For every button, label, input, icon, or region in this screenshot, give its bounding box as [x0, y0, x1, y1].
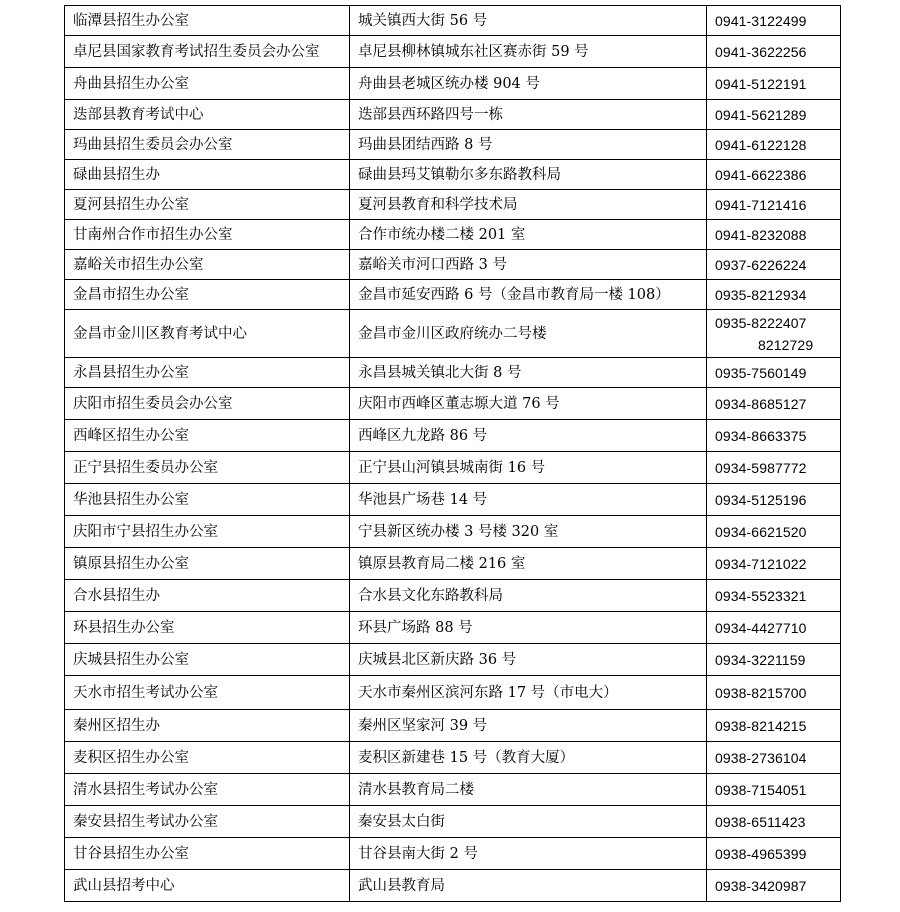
address-cell: 夏河县教育和科学技术局 [350, 190, 707, 220]
phone-cell [707, 100, 841, 130]
table-body [65, 6, 841, 902]
office-name-cell: 夏河县招生办公室 [65, 190, 350, 220]
table-row [65, 484, 841, 516]
table-row [65, 806, 841, 838]
phone-cell [707, 388, 841, 420]
office-name-cell: 武山县招考中心 [65, 870, 350, 902]
table-row [65, 612, 841, 644]
address-cell: 合水县文化东路教科局 [350, 580, 707, 612]
phone-cell [707, 774, 841, 806]
address-cell: 秦安县太白街 [350, 806, 707, 838]
phone-number: 0938-6511423 [715, 813, 806, 830]
address-cell: 嘉峪关市河口西路 3 号 [350, 250, 707, 280]
office-name-cell: 甘南州合作市招生办公室 [65, 220, 350, 250]
table-row [65, 130, 841, 160]
office-name-cell: 舟曲县招生办公室 [65, 68, 350, 100]
office-name-cell: 临潭县招生办公室 [65, 6, 350, 36]
phone-number: 0938-8215700 [715, 684, 807, 701]
phone-number: 0934-6621520 [715, 523, 807, 540]
phone-cell [707, 452, 841, 484]
address-cell: 永昌县城关镇北大街 8 号 [350, 358, 707, 388]
phone-cell [707, 484, 841, 516]
office-name-cell: 玛曲县招生委员会办公室 [65, 130, 350, 160]
phone-cell [707, 580, 841, 612]
address-cell: 庆阳市西峰区董志塬大道 76 号 [350, 388, 707, 420]
phone-number: 0941-8232088 [715, 226, 807, 243]
address-cell: 迭部县西环路四号一栋 [350, 100, 707, 130]
phone-number: 0941-6622386 [715, 166, 807, 183]
address-cell: 麦积区新建巷 15 号（教育大厦） [350, 742, 707, 774]
office-name-cell: 金昌市招生办公室 [65, 280, 350, 310]
phone-number: 0941-7121416 [715, 196, 807, 213]
office-name-cell: 庆阳市招生委员会办公室 [65, 388, 350, 420]
address-cell: 华池县广场巷 14 号 [350, 484, 707, 516]
office-name-cell: 卓尼县国家教育考试招生委员会办公室 [65, 36, 350, 68]
address-cell: 舟曲县老城区统办楼 904 号 [350, 68, 707, 100]
phone-number: 0938-8214215 [715, 717, 807, 734]
phone-cell [707, 6, 841, 36]
address-cell: 碌曲县玛艾镇勒尔多东路教科局 [350, 160, 707, 190]
table-row [65, 6, 841, 36]
address-cell: 清水县教育局二楼 [350, 774, 707, 806]
phone-cell [707, 130, 841, 160]
address-cell: 秦州区坚家河 39 号 [350, 710, 707, 742]
phone-number: 0934-5523321 [715, 587, 807, 604]
contact-table [64, 5, 841, 902]
address-cell: 玛曲县团结西路 8 号 [350, 130, 707, 160]
table-row [65, 160, 841, 190]
table-row [65, 100, 841, 130]
table-row [65, 548, 841, 580]
table-row [65, 452, 841, 484]
table-row [65, 36, 841, 68]
address-cell: 环县广场路 88 号 [350, 612, 707, 644]
table-row [65, 580, 841, 612]
phone-cell [707, 548, 841, 580]
phone-cell [707, 190, 841, 220]
office-name-cell: 迭部县教育考试中心 [65, 100, 350, 130]
phone-cell [707, 742, 841, 774]
phone-cell [707, 644, 841, 676]
office-name-cell: 碌曲县招生办 [65, 160, 350, 190]
phone-cell [707, 250, 841, 280]
phone-cell [707, 36, 841, 68]
office-name-cell: 天水市招生考试办公室 [65, 676, 350, 710]
phone-cell [707, 806, 841, 838]
table-row [65, 310, 841, 358]
phone-number: 0935-8212934 [715, 286, 807, 303]
table-row [65, 742, 841, 774]
office-name-cell: 金昌市金川区教育考试中心 [65, 310, 350, 358]
table-row [65, 774, 841, 806]
phone-number: 0934-5987772 [715, 459, 807, 476]
phone-cell [707, 612, 841, 644]
phone-cell [707, 870, 841, 902]
table-row [65, 68, 841, 100]
phone-cell [707, 420, 841, 452]
table-row [65, 870, 841, 902]
office-name-cell: 镇原县招生办公室 [65, 548, 350, 580]
phone-number: 0938-2736104 [715, 749, 807, 766]
phone-cell [707, 676, 841, 710]
phone-cell [707, 838, 841, 870]
table-row [65, 710, 841, 742]
address-cell: 西峰区九龙路 86 号 [350, 420, 707, 452]
office-name-cell: 西峰区招生办公室 [65, 420, 350, 452]
table-row [65, 190, 841, 220]
table-row [65, 644, 841, 676]
address-cell: 甘谷县南大街 2 号 [350, 838, 707, 870]
phone-cell [707, 710, 841, 742]
table-row [65, 838, 841, 870]
table-row [65, 420, 841, 452]
phone-number: 0935-7560149 [715, 364, 807, 381]
phone-number: 0938-7154051 [715, 781, 807, 798]
office-name-cell: 秦安县招生考试办公室 [65, 806, 350, 838]
table-row [65, 250, 841, 280]
address-cell: 正宁县山河镇县城南街 16 号 [350, 452, 707, 484]
address-cell: 金昌市金川区政府统办二号楼 [350, 310, 707, 358]
phone-cell [707, 280, 841, 310]
phone-number: 0941-5122191 [715, 75, 807, 92]
phone-number: 0941-3622256 [715, 43, 807, 60]
office-name-cell: 清水县招生考试办公室 [65, 774, 350, 806]
office-name-cell: 甘谷县招生办公室 [65, 838, 350, 870]
phone-cell [707, 310, 841, 358]
phone-number: 0935-8222407 [715, 314, 807, 331]
address-cell: 城关镇西大街 56 号 [350, 6, 707, 36]
address-cell: 宁县新区统办楼 3 号楼 320 室 [350, 516, 707, 548]
phone-cell [707, 160, 841, 190]
phone-number: 0934-7121022 [715, 555, 807, 572]
table-row [65, 358, 841, 388]
phone-number: 0941-6122128 [715, 136, 807, 153]
phone-number: 0937-6226224 [715, 256, 807, 273]
table-row [65, 220, 841, 250]
phone-number: 0934-3221159 [715, 651, 806, 668]
office-name-cell: 嘉峪关市招生办公室 [65, 250, 350, 280]
address-cell: 金昌市延安西路 6 号（金昌市教育局一楼 108） [350, 280, 707, 310]
address-cell: 卓尼县柳林镇城东社区赛赤街 59 号 [350, 36, 707, 68]
phone-cell [707, 358, 841, 388]
table-row [65, 280, 841, 310]
office-name-cell: 华池县招生办公室 [65, 484, 350, 516]
office-name-cell: 秦州区招生办 [65, 710, 350, 742]
phone-cell [707, 68, 841, 100]
phone-cell [707, 220, 841, 250]
address-cell: 镇原县教育局二楼 216 室 [350, 548, 707, 580]
phone-number: 0941-3122499 [715, 12, 807, 29]
office-name-cell: 合水县招生办 [65, 580, 350, 612]
phone-number: 0938-4965399 [715, 845, 807, 862]
office-name-cell: 正宁县招生委员办公室 [65, 452, 350, 484]
phone-number: 0934-4427710 [715, 619, 807, 636]
office-name-cell: 庆城县招生办公室 [65, 644, 350, 676]
address-cell: 天水市秦州区滨河东路 17 号（市电大） [350, 676, 707, 710]
phone-number: 0938-3420987 [715, 877, 807, 894]
phone-number: 0941-5621289 [715, 106, 807, 123]
office-name-cell: 庆阳市宁县招生办公室 [65, 516, 350, 548]
phone-number: 0934-8685127 [715, 395, 807, 412]
phone-cell [707, 516, 841, 548]
address-cell: 武山县教育局 [350, 870, 707, 902]
office-name-cell: 环县招生办公室 [65, 612, 350, 644]
phone-number: 8212729 [758, 336, 814, 353]
table-row [65, 676, 841, 710]
office-name-cell: 永昌县招生办公室 [65, 358, 350, 388]
address-cell: 庆城县北区新庆路 36 号 [350, 644, 707, 676]
address-cell: 合作市统办楼二楼 201 室 [350, 220, 707, 250]
office-name-cell: 麦积区招生办公室 [65, 742, 350, 774]
phone-number: 0934-8663375 [715, 427, 807, 444]
table-row [65, 516, 841, 548]
table-row [65, 388, 841, 420]
phone-number: 0934-5125196 [715, 491, 807, 508]
